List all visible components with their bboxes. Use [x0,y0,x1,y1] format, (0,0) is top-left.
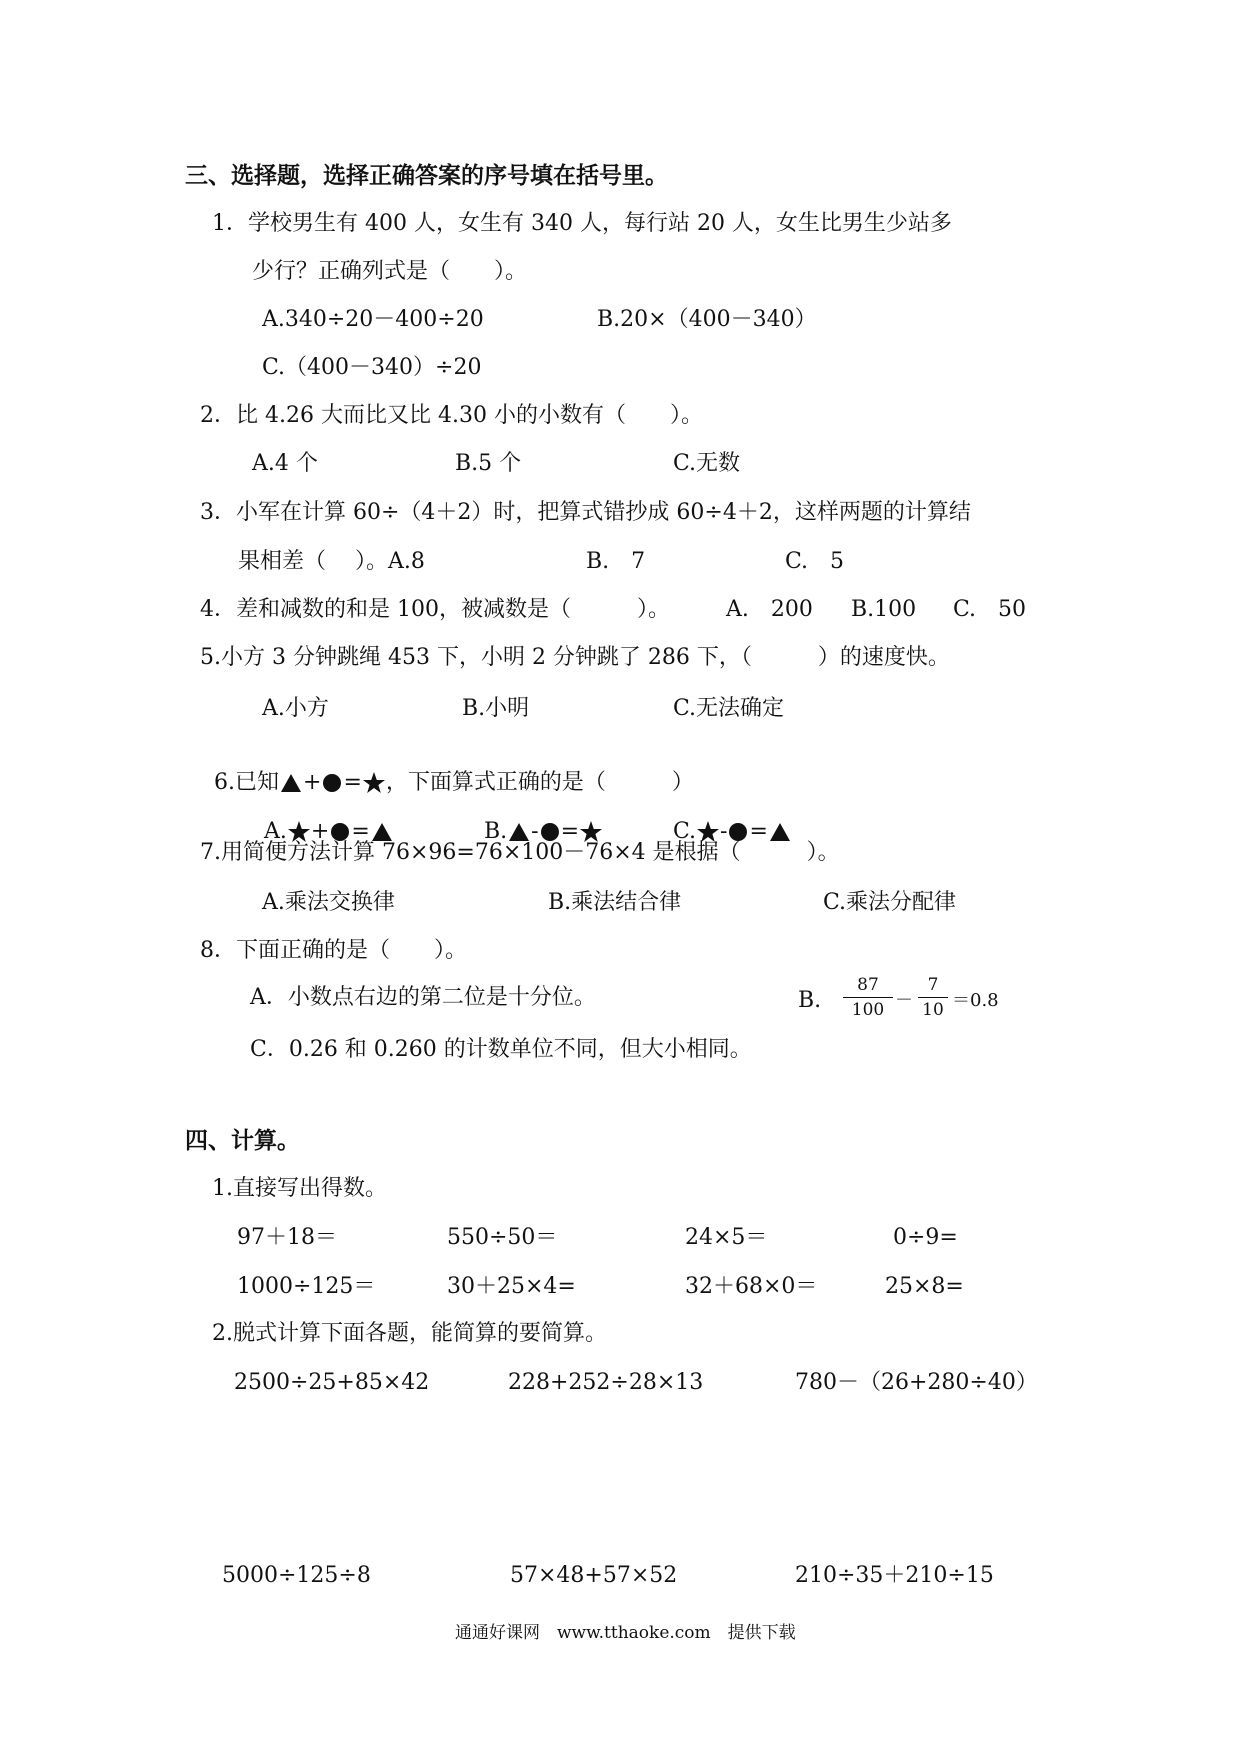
q1-line2: 少行？正确列式是（ ）。 [252,259,528,284]
q2-option-a: A.4 个 [252,451,318,476]
oral-problem: 0÷9= [893,1225,958,1250]
q6-option-a-label: A. [264,819,287,844]
q8-option-a: A．小数点右边的第二位是十分位。 [250,985,596,1010]
fraction-denominator: 100 [851,1000,885,1020]
q5-option-c: C.无法确定 [673,696,785,721]
plus-sign: + [303,770,322,795]
q4-option-c: C. 50 [953,597,1027,622]
fraction-numerator: 87 [857,975,879,995]
plus-sign: + [310,819,330,844]
q5-option-a: A.小方 [262,696,329,721]
circle-icon [321,772,343,794]
q6-option-b [470,793,603,845]
q3-option-b: B. 7 [586,549,646,574]
footer-credit: 通通好课网 www.tthaoke.com 提供下载 [455,1623,796,1643]
written-problem: 228+252÷28×13 [508,1370,704,1395]
q4-option-b: B.100 [851,597,917,622]
q3-line2: 果相差（ ）。A.8 [238,549,425,574]
q6-option-c [659,793,792,845]
q7-option-b: B.乘法结合律 [548,890,682,915]
q7-stem: 7.用简便方法计算 76×96=76×100－76×4 是根据（ ）。 [200,840,840,865]
written-problem: 2500÷25+85×42 [234,1370,430,1395]
written-problem: 57×48+57×52 [510,1563,678,1588]
q7-option-c: C.乘法分配律 [823,890,957,915]
q6-option-c-label: C. [673,819,697,844]
q4-option-a: A. 200 [726,597,813,622]
q3-option-c: C. 5 [785,549,845,574]
oral-problem: 24×5＝ [685,1225,768,1250]
q5-stem: 5.小方 3 分钟跳绳 453 下，小明 2 分钟跳了 286 下，（ ）的速度快。 [200,645,950,670]
q6-suffix: ，下面算式正确的是（ ） [385,770,694,795]
triangle-icon [279,772,303,794]
written-problem: 210÷35＋210÷15 [795,1563,994,1588]
q1-option-b: B.20×（400－340） [597,307,817,332]
equals-sign: = [560,819,580,844]
q8-minus-sign: － [895,990,913,1011]
star-icon [362,771,386,795]
oral-problem: 30＋25×4= [447,1274,576,1299]
q1-option-c: C.（400－340）÷20 [262,355,482,380]
equals-sign: = [351,819,370,844]
oral-problem: 97＋18＝ [237,1225,337,1250]
q8-option-b-label: B. [798,988,822,1013]
part1-title: 1.直接写出得数。 [212,1176,387,1201]
q8-fraction-87-100 [843,975,893,1020]
section-3-title: 三、选择题，选择正确答案的序号填在括号里。 [185,162,668,189]
q2-stem: 2．比 4.26 大而比又比 4.30 小的小数有（ ）。 [200,403,703,428]
q6-stem [200,744,694,796]
oral-problem: 25×8= [885,1274,964,1299]
written-problem: 5000÷125÷8 [222,1563,371,1588]
q8-fraction-7-10 [918,975,948,1020]
q6-option-a [250,793,394,845]
q7-option-a: A.乘法交换律 [262,890,395,915]
q6-prefix: 6.已知 [214,770,279,795]
q4-stem: 4．差和减数的和是 100，被减数是（ ）。 [200,597,670,622]
q8-stem: 8．下面正确的是（ ）。 [200,938,467,963]
q5-option-b: B.小明 [462,696,530,721]
section-4-title: 四、计算。 [185,1127,300,1154]
fraction-numerator: 7 [927,975,939,995]
q2-option-b: B.5 个 [455,451,522,476]
fraction-bar [843,997,893,998]
q1-line1: 1．学校男生有 400 人，女生有 340 人，每行站 20 人，女生比男生少站多 [212,211,952,236]
equals-sign: = [343,770,362,795]
q8-option-c: C．0.26 和 0.260 的计数单位不同，但大小相同。 [250,1037,752,1062]
fraction-bar [918,997,948,998]
part2-title: 2.脱式计算下面各题，能简算的要简算。 [212,1321,607,1346]
minus-sign: - [531,819,539,844]
q3-line1: 3．小军在计算 60÷（4＋2）时，把算式错抄成 60÷4＋2，这样两题的计算结 [200,500,971,525]
oral-problem: 550÷50＝ [447,1225,558,1250]
fraction-denominator: 10 [922,1000,944,1020]
equals-sign: = [749,819,768,844]
q2-option-c: C.无数 [673,451,741,476]
minus-sign: - [720,819,728,844]
written-problem: 780－（26+280÷40） [795,1370,1038,1395]
q1-option-a: A.340÷20－400÷20 [262,307,484,332]
q8-result: ＝0.8 [952,990,999,1011]
q6-option-b-label: B. [484,819,508,844]
oral-problem: 1000÷125＝ [237,1274,376,1299]
oral-problem: 32＋68×0＝ [685,1274,818,1299]
